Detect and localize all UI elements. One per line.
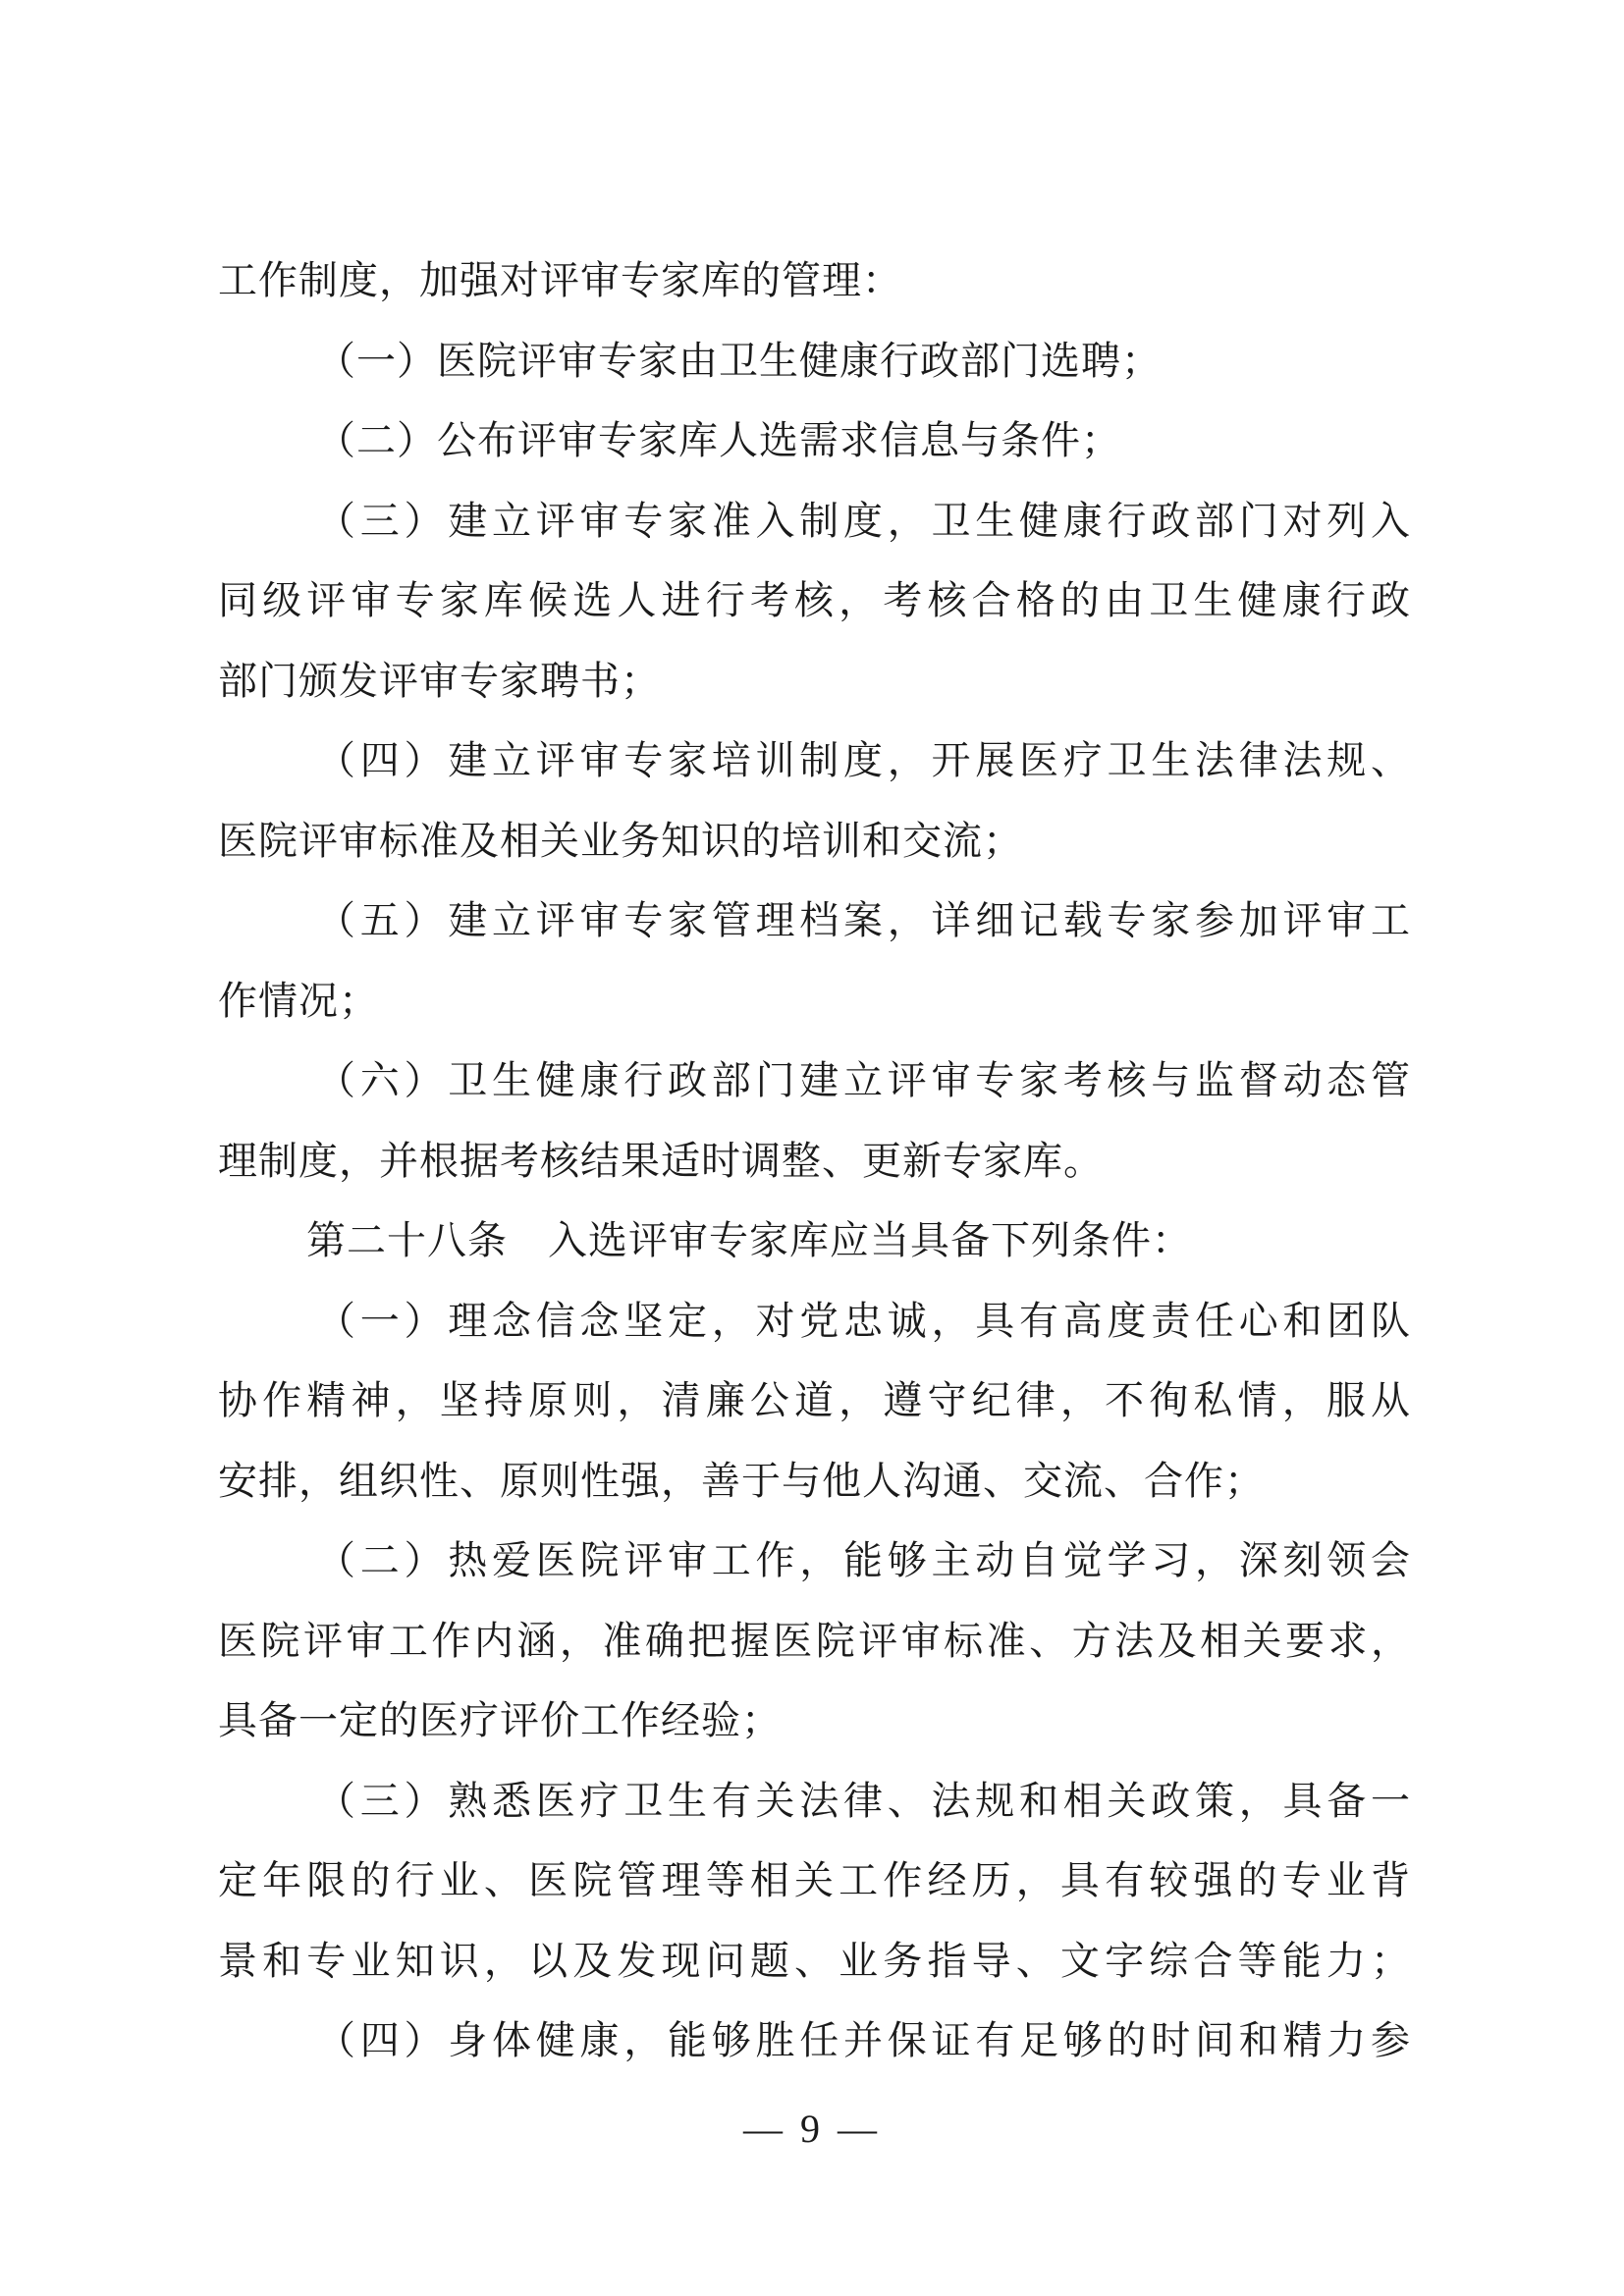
paragraph-line: 部门颁发评审专家聘书； xyxy=(218,658,661,704)
paragraph-line: 景和专业知识，以及发现问题、业务指导、文字综合等能力； xyxy=(218,1938,1411,1984)
paragraph-line: （六）卫生健康行政部门建立评审专家考核与监督动态管 xyxy=(316,1058,1411,1103)
paragraph-line: 理制度，并根据考核结果适时调整、更新专家库。 xyxy=(218,1138,1104,1184)
paragraph-line: 医院评审工作内涵，准确把握医院评审标准、方法及相关要求， xyxy=(218,1618,1411,1664)
paragraph-line: （一）理念信念坚定，对党忠诚，具有高度责任心和团队 xyxy=(316,1298,1411,1344)
paragraph-line: （五）建立评审专家管理档案，详细记载专家参加评审工 xyxy=(316,898,1411,943)
paragraph-line: 工作制度，加强对评审专家库的管理： xyxy=(218,258,902,303)
paragraph-line: （四）身体健康，能够胜任并保证有足够的时间和精力参 xyxy=(316,2018,1411,2063)
paragraph-line: （四）建立评审专家培训制度，开展医疗卫生法律法规、 xyxy=(316,738,1411,783)
paragraph-line: 医院评审标准及相关业务知识的培训和交流； xyxy=(218,818,1023,864)
paragraph-line: （三）建立评审专家准入制度，卫生健康行政部门对列入 xyxy=(316,498,1411,544)
paragraph-line: 具备一定的医疗评价工作经验； xyxy=(218,1698,782,1743)
paragraph-line: 定年限的行业、医院管理等相关工作经历，具有较强的专业背 xyxy=(218,1858,1411,1903)
paragraph-line: （二）公布评审专家库人选需求信息与条件； xyxy=(316,418,1121,463)
article-heading-line: 第二十八条 入选评审专家库应当具备下列条件： xyxy=(306,1218,1192,1263)
paragraph-line: （三）熟悉医疗卫生有关法律、法规和相关政策，具备一 xyxy=(316,1778,1411,1824)
page-number: — 9 — xyxy=(743,2107,881,2151)
paragraph-line: 同级评审专家库候选人进行考核，考核合格的由卫生健康行政 xyxy=(218,578,1411,623)
paragraph-line: 作情况； xyxy=(218,978,379,1024)
paragraph-line: （一）医院评审专家由卫生健康行政部门选聘； xyxy=(316,338,1162,384)
body-text xyxy=(218,241,1411,2082)
paragraph-line: 安排，组织性、原则性强，善于与他人沟通、交流、合作； xyxy=(218,1458,1265,1504)
paragraph-line: （二）热爱医院评审工作，能够主动自觉学习，深刻领会 xyxy=(316,1538,1411,1583)
paragraph-line: 协作精神，坚持原则，清廉公道，遵守纪律，不徇私情，服从 xyxy=(218,1378,1411,1423)
